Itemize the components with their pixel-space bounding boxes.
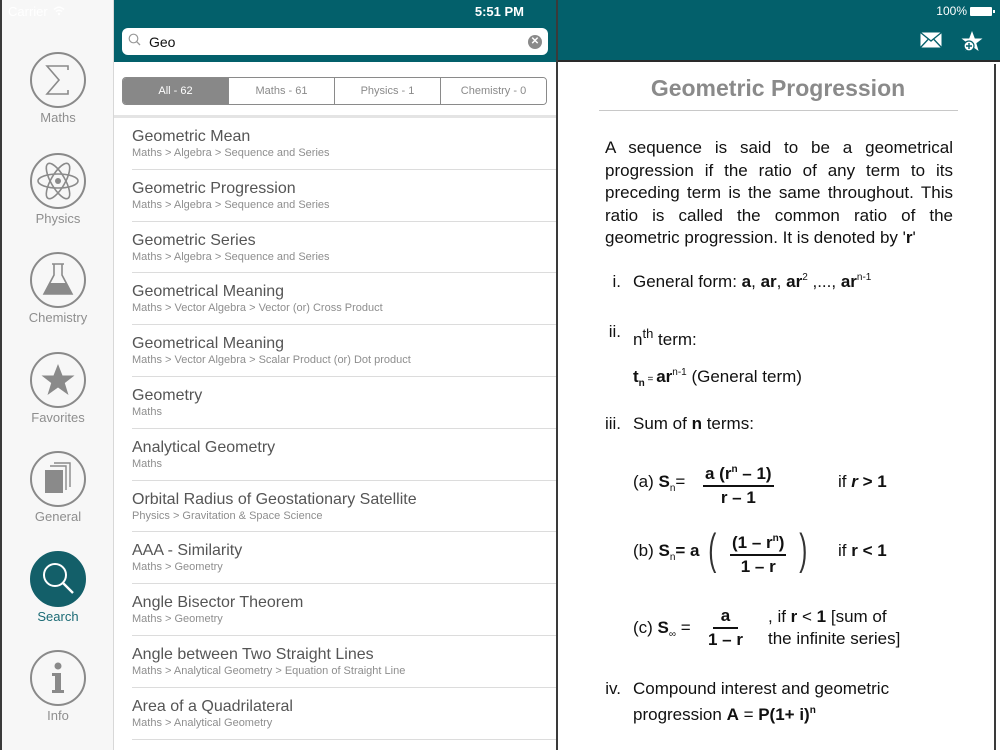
intro-r: r <box>905 228 913 247</box>
general-term-note: (General term) <box>686 367 802 386</box>
item-title: Angle Bisector Theorem <box>132 594 304 612</box>
item-number: i. <box>612 272 621 291</box>
item-title: AAA - Similarity <box>132 542 243 560</box>
search-icon <box>128 33 141 51</box>
subscript: n <box>669 552 676 563</box>
intro-text: A sequence is said to be a geometrical progression if the ratio of any term to its preceding term is the same throughout. This ratio is called the common ratio of the geometric progression. It is denoted by ' <box>605 138 953 247</box>
filter-segmented-control <box>122 77 547 105</box>
item-path: Maths > Algebra > Sequence and Series <box>132 250 330 263</box>
condition-r: r <box>851 472 858 491</box>
condition: if <box>838 472 852 491</box>
item-number: iii. <box>604 414 621 433</box>
numerator: – 1) <box>737 464 772 483</box>
flask-icon <box>30 252 86 308</box>
sidebar-item-label: Search <box>37 609 79 624</box>
list-item[interactable] <box>132 584 556 636</box>
equals-a: = a <box>675 541 700 560</box>
condition: [sum of <box>826 607 887 626</box>
list-item[interactable] <box>132 636 556 688</box>
th-superscript: th <box>642 326 654 341</box>
item-path: Maths > Algebra > Sequence and Series <box>132 198 330 211</box>
n-text: n <box>633 330 643 349</box>
fraction <box>703 460 774 509</box>
item-title: Geometrical Meaning <box>132 283 285 301</box>
title-divider <box>599 110 958 111</box>
item-number: iv. <box>605 679 621 698</box>
list-item[interactable] <box>132 273 556 325</box>
intro-end: ' <box>912 228 916 247</box>
pages-icon <box>30 451 86 507</box>
item-path: Maths <box>132 405 162 418</box>
exponent: n-1 <box>856 272 872 283</box>
left-paren: ( <box>708 525 717 574</box>
sidebar-item-info[interactable] <box>2 650 114 723</box>
condition-r: r <box>790 607 798 626</box>
item-path: Maths > Algebra > Sequence and Series <box>132 147 330 159</box>
n-symbol: n <box>691 414 702 433</box>
item-number: ii. <box>608 322 621 341</box>
search-header <box>114 0 556 62</box>
item-title: Orbital Radius of Geostationary Satellite <box>132 490 417 508</box>
exponent: n <box>772 533 779 544</box>
numerator: (1 – r <box>732 533 773 552</box>
sidebar-item-maths[interactable] <box>2 52 114 125</box>
list-item-compound-interest <box>605 678 985 724</box>
sidebar <box>0 0 114 750</box>
exponent: n <box>731 464 738 475</box>
list-item[interactable] <box>132 481 556 533</box>
numerator: ) <box>778 533 785 552</box>
battery-icon <box>970 7 992 16</box>
intro-paragraph <box>605 137 953 250</box>
item-path: Physics > Gravitation & Space Science <box>132 509 323 522</box>
filter-all[interactable]: All - 62 <box>123 78 229 104</box>
item-title: Geometric Mean <box>132 128 251 145</box>
formula-label: (b) <box>633 541 659 560</box>
condition-one: 1 <box>816 607 827 626</box>
sidebar-item-label: Chemistry <box>28 310 88 325</box>
sidebar-item-label: General <box>34 509 82 524</box>
document-title: Geometric Progression <box>650 75 906 101</box>
sidebar-item-search[interactable] <box>2 551 114 624</box>
item-text: Sum of <box>633 414 692 433</box>
list-item[interactable] <box>132 377 556 429</box>
item-title: Area of a Quadrilateral <box>132 697 293 715</box>
item-title: Geometry <box>132 386 203 404</box>
formula-c <box>633 606 973 656</box>
formula-b <box>633 526 973 578</box>
list-item-nth-term <box>605 322 985 352</box>
item-title: Geometric Series <box>132 231 256 249</box>
list-item-general-form <box>605 272 985 296</box>
subscript: ∞ <box>668 629 677 640</box>
condition: > 1 <box>857 472 887 491</box>
search-icon <box>30 551 86 607</box>
comma: , <box>751 272 761 291</box>
numerator: a (r <box>705 464 732 483</box>
sidebar-item-label: Maths <box>40 110 76 125</box>
list-item[interactable] <box>132 118 556 170</box>
equals: = <box>675 472 686 491</box>
s-symbol: S <box>658 472 670 491</box>
search-input[interactable] <box>149 34 528 50</box>
battery-status <box>936 4 992 18</box>
star-icon <box>30 352 86 408</box>
comma: , <box>776 272 787 291</box>
a-symbol: A <box>726 705 739 724</box>
list-item[interactable] <box>132 688 556 740</box>
formula-a <box>633 460 973 506</box>
general-term-formula <box>633 367 973 393</box>
carrier-label: Carrier <box>8 4 48 19</box>
item-title: Angle between Two Straight Lines <box>132 645 374 663</box>
sigma-icon <box>30 52 86 108</box>
sidebar-item-label: Physics <box>35 211 81 226</box>
numerator: a <box>713 606 738 629</box>
condition: , if <box>768 607 791 626</box>
results-list[interactable] <box>114 118 556 750</box>
item-path: Maths > Vector Algebra > Scalar Product (or) Dot product <box>132 354 411 367</box>
mail-icon[interactable] <box>920 32 942 53</box>
sidebar-item-label: Info <box>47 708 69 723</box>
list-item[interactable] <box>132 325 556 377</box>
list-item[interactable] <box>132 170 556 222</box>
term-ar: ar <box>656 367 673 386</box>
exponent: n <box>809 705 816 716</box>
term-ar2: ar <box>786 272 803 291</box>
item-path: Maths > Analytical Geometry <box>132 716 273 729</box>
wifi-icon <box>53 4 65 19</box>
fraction <box>708 606 743 651</box>
condition: if <box>838 541 852 560</box>
sidebar-item-favorites[interactable] <box>2 352 114 425</box>
sidebar-item-label: Favorites <box>31 410 85 425</box>
item-title: Geometric Progression <box>132 179 296 197</box>
exponent: n-1 <box>672 367 687 378</box>
filter-maths[interactable]: Maths - 61 <box>229 78 335 104</box>
item-text: terms: <box>701 414 754 433</box>
subscript: n <box>669 483 676 494</box>
equals: = <box>644 374 657 385</box>
sidebar-item-general[interactable] <box>2 451 114 524</box>
list-item[interactable] <box>132 532 556 584</box>
compound-formula: P(1+ i) <box>758 705 810 724</box>
s-symbol: S <box>657 618 669 637</box>
filter-physics[interactable]: Physics - 1 <box>335 78 441 104</box>
denominator: r – 1 <box>720 488 756 507</box>
s-symbol: S <box>658 541 670 560</box>
item-path: Maths > Geometry <box>132 613 223 626</box>
item-title: Analytical Geometry <box>132 438 276 456</box>
ellipsis: ,..., <box>807 272 841 291</box>
denominator: 1 – r <box>708 630 743 649</box>
t-symbol: t <box>633 367 639 386</box>
term-ar: ar <box>760 272 777 291</box>
fraction <box>730 529 786 578</box>
list-item[interactable] <box>132 429 556 481</box>
item-path: Maths > Vector Algebra > Vector (or) Cross Product <box>132 302 383 315</box>
list-item[interactable] <box>132 222 556 274</box>
item-path: Maths > Geometry <box>132 561 223 574</box>
equals: = <box>738 705 759 724</box>
clear-search-button[interactable]: ✕ <box>528 35 542 49</box>
condition: the infinite series] <box>768 629 901 648</box>
battery-percent: 100% <box>936 4 967 18</box>
item-text: progression <box>633 705 727 724</box>
item-path: Maths <box>132 457 162 470</box>
equals: = <box>676 618 691 637</box>
condition-r: r < 1 <box>851 541 887 560</box>
list-item-sum <box>605 414 985 438</box>
status-carrier <box>8 4 65 19</box>
denominator: 1 – r <box>740 557 776 576</box>
info-icon <box>30 650 86 706</box>
add-favorite-icon[interactable] <box>960 30 984 59</box>
status-time: 5:51 PM <box>474 4 524 19</box>
condition: < <box>797 607 817 626</box>
sidebar-item-physics[interactable] <box>2 153 114 226</box>
item-text: General form: <box>633 272 742 291</box>
subscript: n <box>638 378 645 389</box>
item-text: term: <box>653 330 697 349</box>
exponent: 2 <box>802 272 808 283</box>
right-paren: ) <box>799 525 808 574</box>
item-text: Compound interest and geometric <box>633 679 890 698</box>
search-bar[interactable] <box>122 28 548 55</box>
formula-label: (a) <box>633 472 659 491</box>
filter-chemistry[interactable]: Chemistry - 0 <box>441 78 546 104</box>
formula-label: (c) <box>633 618 658 637</box>
term-a: a <box>741 272 752 291</box>
item-title: Geometrical Meaning <box>132 335 285 353</box>
sidebar-item-chemistry[interactable] <box>2 252 114 325</box>
item-path: Maths > Analytical Geometry > Equation of Straight Line <box>132 664 406 677</box>
detail-header <box>558 0 1000 62</box>
atom-icon <box>30 153 86 209</box>
document-content[interactable] <box>558 64 996 750</box>
term-arn: ar <box>840 272 857 291</box>
